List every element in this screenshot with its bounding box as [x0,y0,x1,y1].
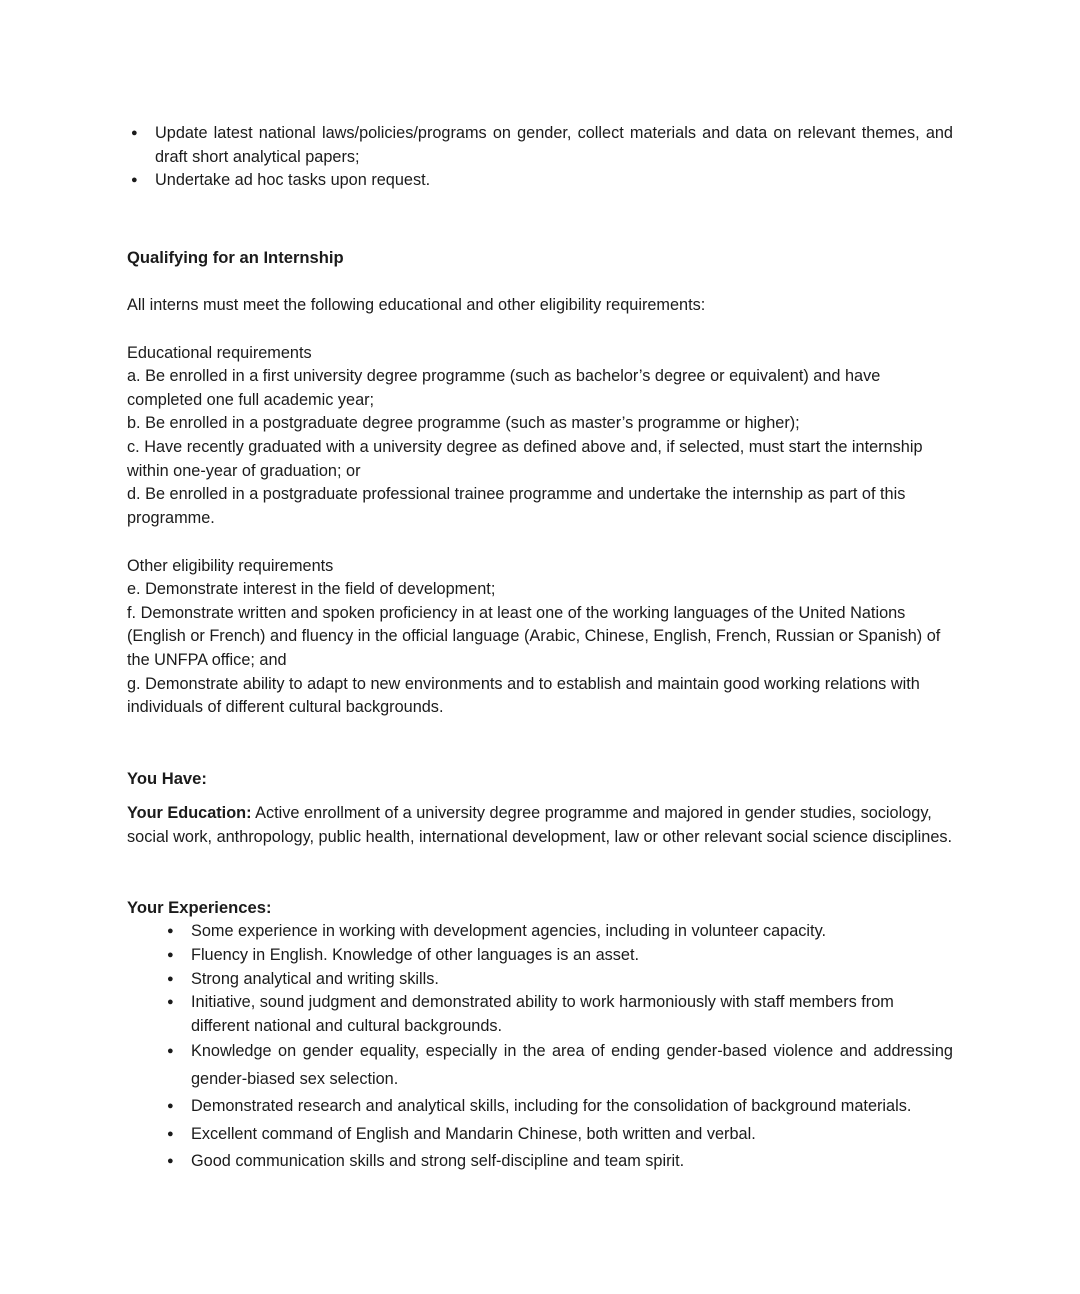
list-item-text: Update latest national laws/policies/programs on gender, collect materials and data on relevant themes, and draft short analytical papers; [155,124,953,166]
other-label: Other eligibility requirements [127,556,334,575]
other-item: e. Demonstrate interest in the field of development; [127,580,496,599]
educational-item: c. Have recently graduated with a university degree as defined above and, if selected, must start the internship within one-year of graduation; or [127,438,923,480]
bullet-marker-icon: ● [131,127,138,139]
qualifying-heading: Qualifying for an Internship [127,247,344,267]
list-item [127,1148,953,1175]
list-item [127,1093,953,1120]
education-paragraph [127,802,953,849]
bullet-marker-icon: ● [167,948,174,961]
bullet-marker-icon: ● [167,1100,174,1113]
list-item [127,920,953,944]
list-item [127,1121,953,1148]
educational-label: Educational requirements [127,343,312,362]
spacer [127,720,953,767]
bullet-marker-icon: ● [167,1045,174,1058]
spacer [127,270,953,294]
list-item-text: Good communication skills and strong self-discipline and team spirit. [191,1151,685,1170]
bullet-marker-icon: ● [167,996,174,1009]
list-item-text: Fluency in English. Knowledge of other languages is an asset. [191,945,640,964]
list-item-text: Initiative, sound judgment and demonstrated ability to work harmoniously with staff members from different national and cultural backgrounds. [191,993,894,1035]
educational-item: a. Be enrolled in a first university degree programme (such as bachelor’s degree or equivalent) and have completed one full academic year; [127,367,881,409]
list-item [127,968,953,992]
bullet-marker-icon: ● [167,972,174,985]
experiences-bullet-list [127,920,953,1175]
spacer [127,849,953,896]
bullet-marker-icon: ● [167,1154,174,1167]
other-item: g. Demonstrate ability to adapt to new environments and to establish and maintain good working relations with individuals of different cultural backgrounds. [127,674,920,717]
list-item-text: Demonstrated research and analytical skills, including for the consolidation of background materials. [191,1097,912,1116]
you-have-heading: You Have: [127,768,207,788]
list-item-text: Strong analytical and writing skills. [191,969,439,988]
educational-requirements-block [127,342,953,531]
experiences-heading: Your Experiences: [127,898,272,918]
education-body: Active enrollment of a university degree programme and majored in gender studies, sociology, social work, anthropology, public health, international development, law or other relevant social science disciplines. [127,803,953,846]
list-item [127,122,953,169]
list-item-text: Knowledge on gender equality, especially in the area of ending gender-based violence and addressing gender-biased sex selection. [191,1042,953,1088]
bullet-marker-icon: ● [167,925,174,938]
list-item [127,944,953,968]
spacer [127,791,953,802]
education-lead: Your Education: [127,803,252,822]
list-item [127,991,953,1038]
spacer [127,193,953,246]
other-eligibility-block [127,555,953,720]
qualifying-intro: All interns must meet the following educational and other eligibility requirements: [127,295,706,314]
bullet-marker-icon: ● [167,1127,174,1140]
duties-bullet-list [127,122,953,193]
spacer [127,531,953,555]
list-item-text: Some experience in working with development agencies, including in volunteer capacity. [191,922,827,941]
bullet-marker-icon: ● [131,174,138,187]
other-item: f. Demonstrate written and spoken proficiency in at least one of the working languages of the United Nations (English or French) and fluency in the official language (Arabic, Chinese, English, French, Russian or Spanish) of the UNFPA office; and [127,603,941,670]
educational-item: d. Be enrolled in a postgraduate professional trainee programme and undertake the internship as part of this programme. [127,485,906,527]
spacer [127,318,953,342]
list-item-text: Undertake ad hoc tasks upon request. [155,171,431,190]
list-item [127,1038,953,1093]
educational-item: b. Be enrolled in a postgraduate degree programme (such as master’s programme or higher); [127,414,800,433]
list-item-text: Excellent command of English and Mandarin Chinese, both written and verbal. [191,1124,756,1143]
list-item [127,169,953,193]
